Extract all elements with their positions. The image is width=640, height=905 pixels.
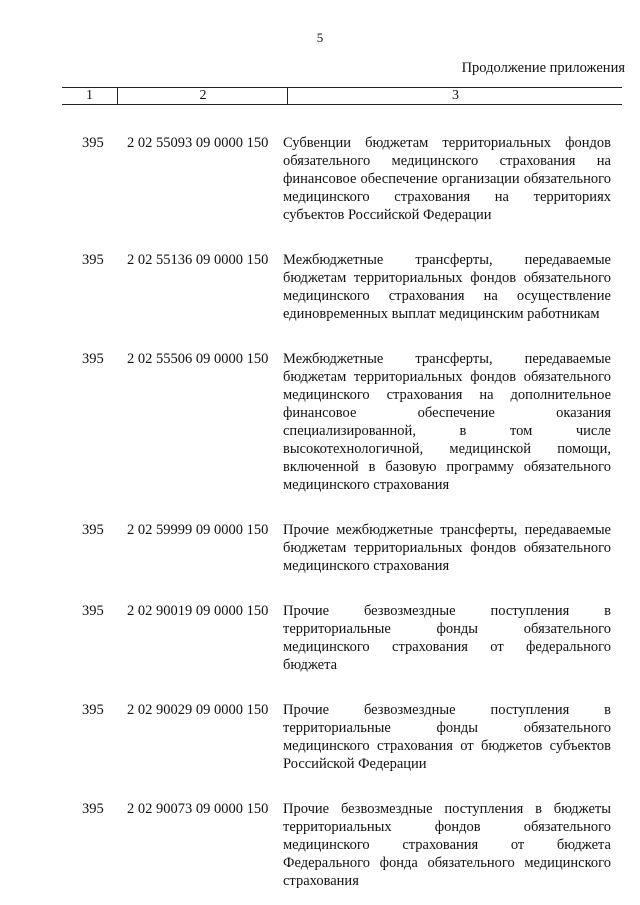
table-row — [0, 602, 640, 674]
budget-code: 2 02 90073 09 0000 150 — [127, 801, 269, 817]
table-row — [0, 800, 640, 890]
admin-code: 395 — [82, 135, 104, 151]
budget-code: 2 02 55506 09 0000 150 — [127, 351, 269, 367]
budget-code: 2 02 55136 09 0000 150 — [127, 252, 269, 268]
table-row — [0, 134, 640, 224]
table-header — [62, 87, 622, 105]
admin-code: 395 — [82, 522, 104, 538]
income-description: Прочие безвозмездные поступления в бюджеты территориальных фондов обязательного медицинского страхования от бюджета Федерального фонда обязательного медицинского страхования — [283, 801, 611, 889]
admin-code: 395 — [82, 702, 104, 718]
budget-code: 2 02 55093 09 0000 150 — [127, 135, 269, 151]
budget-code: 2 02 59999 09 0000 150 — [127, 522, 269, 538]
income-description: Субвенции бюджетам территориальных фондов обязательного медицинского страхования на финансовое обеспечение организации обязательного медицинского страхования на территориях субъектов Российской Федерации — [283, 135, 611, 223]
admin-code: 395 — [82, 801, 104, 817]
budget-code: 2 02 90029 09 0000 150 — [127, 702, 269, 718]
income-description: Межбюджетные трансферты, передаваемые бюджетам территориальных фондов обязательного медицинского страхования на осуществление единовременных выплат медицинским работникам — [283, 252, 611, 322]
header-cell-1: 1 — [86, 88, 93, 103]
table-row — [0, 350, 640, 494]
income-description: Прочие безвозмездные поступления в территориальные фонды обязательного медицинского страхования от федерального бюджета — [283, 603, 611, 673]
header-cell-2: 2 — [117, 88, 288, 104]
table-row — [0, 701, 640, 773]
income-description: Прочие безвозмездные поступления в территориальные фонды обязательного медицинского страхования от бюджетов субъектов Российской Федерации — [283, 702, 611, 772]
page-number: 5 — [316, 30, 324, 45]
budget-code: 2 02 90019 09 0000 150 — [127, 603, 269, 619]
admin-code: 395 — [82, 603, 104, 619]
admin-code: 395 — [82, 252, 104, 268]
table-row — [0, 251, 640, 323]
header-cell-3: 3 — [287, 88, 623, 104]
income-description: Прочие межбюджетные трансферты, передаваемые бюджетам территориальных фондов обязательного медицинского страхования — [283, 522, 611, 574]
income-description: Межбюджетные трансферты, передаваемые бюджетам территориальных фондов обязательного медицинского страхования на дополнительное финансовое обеспечение оказания специализированной, в том числе высокотехнологичной, медицинской помощи, включенной в базовую программу обязательного медицинского страхования — [283, 351, 611, 493]
admin-code: 395 — [82, 351, 104, 367]
table-body — [0, 134, 640, 890]
table-row — [0, 521, 640, 575]
continuation-title: Продолжение приложения — [461, 60, 625, 76]
